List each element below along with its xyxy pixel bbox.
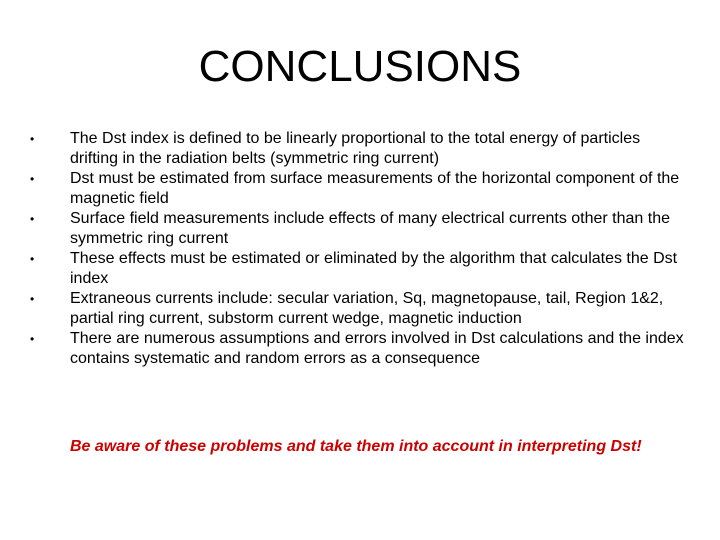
bullet-text: There are numerous assumptions and errors involved in Dst calculations and the index contains systematic and random errors as a consequence (70, 330, 684, 367)
bullet-item (30, 289, 690, 329)
bullet-text: The Dst index is defined to be linearly proportional to the total energy of particles drifting in the radiation belts (symmetric ring current) (70, 130, 641, 167)
bullet-text: These effects must be estimated or eliminated by the algorithm that calculates the Dst index (70, 250, 678, 287)
bullet-item (30, 329, 690, 369)
bullet-dot-icon: • (30, 212, 35, 226)
bullet-dot-icon: • (30, 332, 35, 346)
bullet-text: Surface field measurements include effects of many electrical currents other than the symmetric ring current (70, 210, 671, 247)
emphasis-note: Be aware of these problems and take them into account in interpreting Dst! (70, 438, 642, 455)
bullet-item (30, 169, 690, 209)
bullet-text: Dst must be estimated from surface measurements of the horizontal component of the magnetic field (70, 170, 680, 207)
bullet-item (30, 249, 690, 289)
bullet-item (30, 209, 690, 249)
bullet-text: Extraneous currents include: secular variation, Sq, magnetopause, tail, Region 1&2, partial ring current, substorm current wedge, magnetic induction (70, 290, 664, 327)
bullet-dot-icon: • (30, 132, 35, 146)
bullet-list (30, 129, 690, 369)
bullet-dot-icon: • (30, 252, 35, 266)
slide-title: CONCLUSIONS (198, 42, 522, 91)
bullet-dot-icon: • (30, 292, 35, 306)
bullet-item (30, 129, 690, 169)
bullet-dot-icon: • (30, 172, 35, 186)
